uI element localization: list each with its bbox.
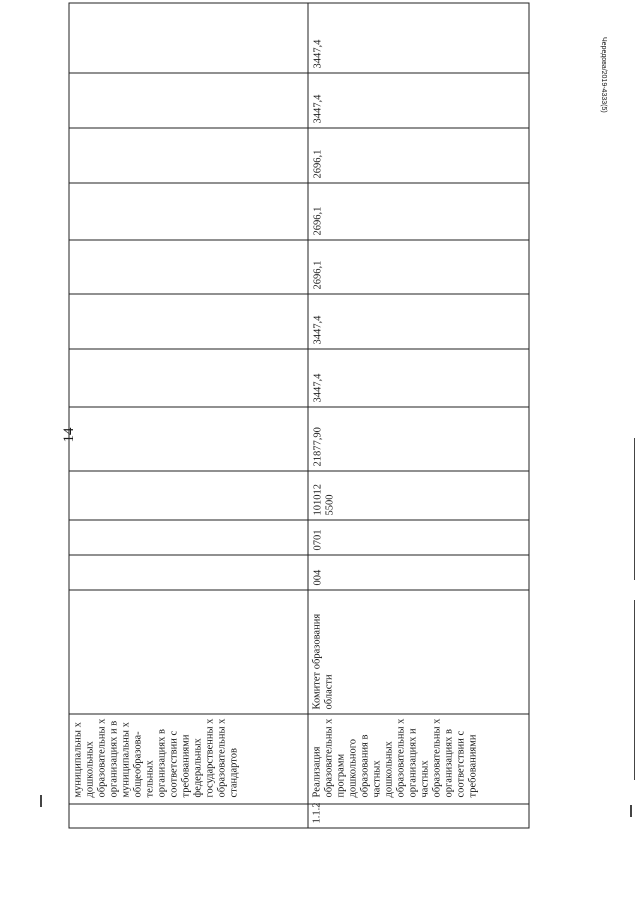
agency-cell: [69, 590, 308, 714]
code-cell: [69, 471, 308, 520]
table-row: [69, 3, 308, 828]
table-row: [308, 3, 529, 828]
value-cell: 3447,4: [308, 73, 529, 128]
code-cell: 101012 5500: [308, 471, 529, 520]
value-cell: 3447,4: [308, 294, 529, 349]
value-cell: [69, 407, 308, 471]
value-cell: 3447,4: [308, 3, 529, 73]
value-cell: [69, 3, 308, 73]
budget-table-rotated: [69, 39, 529, 829]
description-cell: Реализация образовательны х программ дошкольного образования в частных дошкольных образовательны х организациях и частных образовательны х организациях в соответствии с требованиями: [308, 714, 529, 804]
value-cell: 2696,1: [308, 128, 529, 183]
value-cell: 21877,90: [308, 407, 529, 471]
scan-mark: [634, 600, 635, 780]
value-cell: [69, 240, 308, 294]
page-number: 14: [61, 427, 77, 443]
code-cell: [69, 555, 308, 590]
value-cell: 3447,4: [308, 349, 529, 407]
agency-cell: Комитет образования области: [308, 590, 529, 714]
code-cell: [69, 520, 308, 555]
value-cell: [69, 128, 308, 183]
value-cell: [69, 349, 308, 407]
scan-mark: [630, 805, 632, 817]
value-cell: [69, 183, 308, 240]
description-cell: муниципальны х дошкольных образовательны х организациях и в муниципальны х общеобразова-тельных организациях в соответствии с требованиями федеральных государственны х образовательны х стандартов: [69, 714, 308, 804]
scan-mark: [634, 438, 635, 580]
value-cell: 2696,1: [308, 240, 529, 294]
value-cell: [69, 73, 308, 128]
value-cell: [69, 294, 308, 349]
budget-table: [69, 3, 530, 829]
code-cell: 004: [308, 555, 529, 590]
scan-mark: [40, 795, 42, 807]
row-id-cell: [69, 804, 308, 828]
value-cell: 2696,1: [308, 183, 529, 240]
code-cell: 0701: [308, 520, 529, 555]
document-reference-note: Чередова/2019-4333(5): [600, 37, 607, 113]
row-id-cell: 1.1.2: [308, 804, 529, 828]
